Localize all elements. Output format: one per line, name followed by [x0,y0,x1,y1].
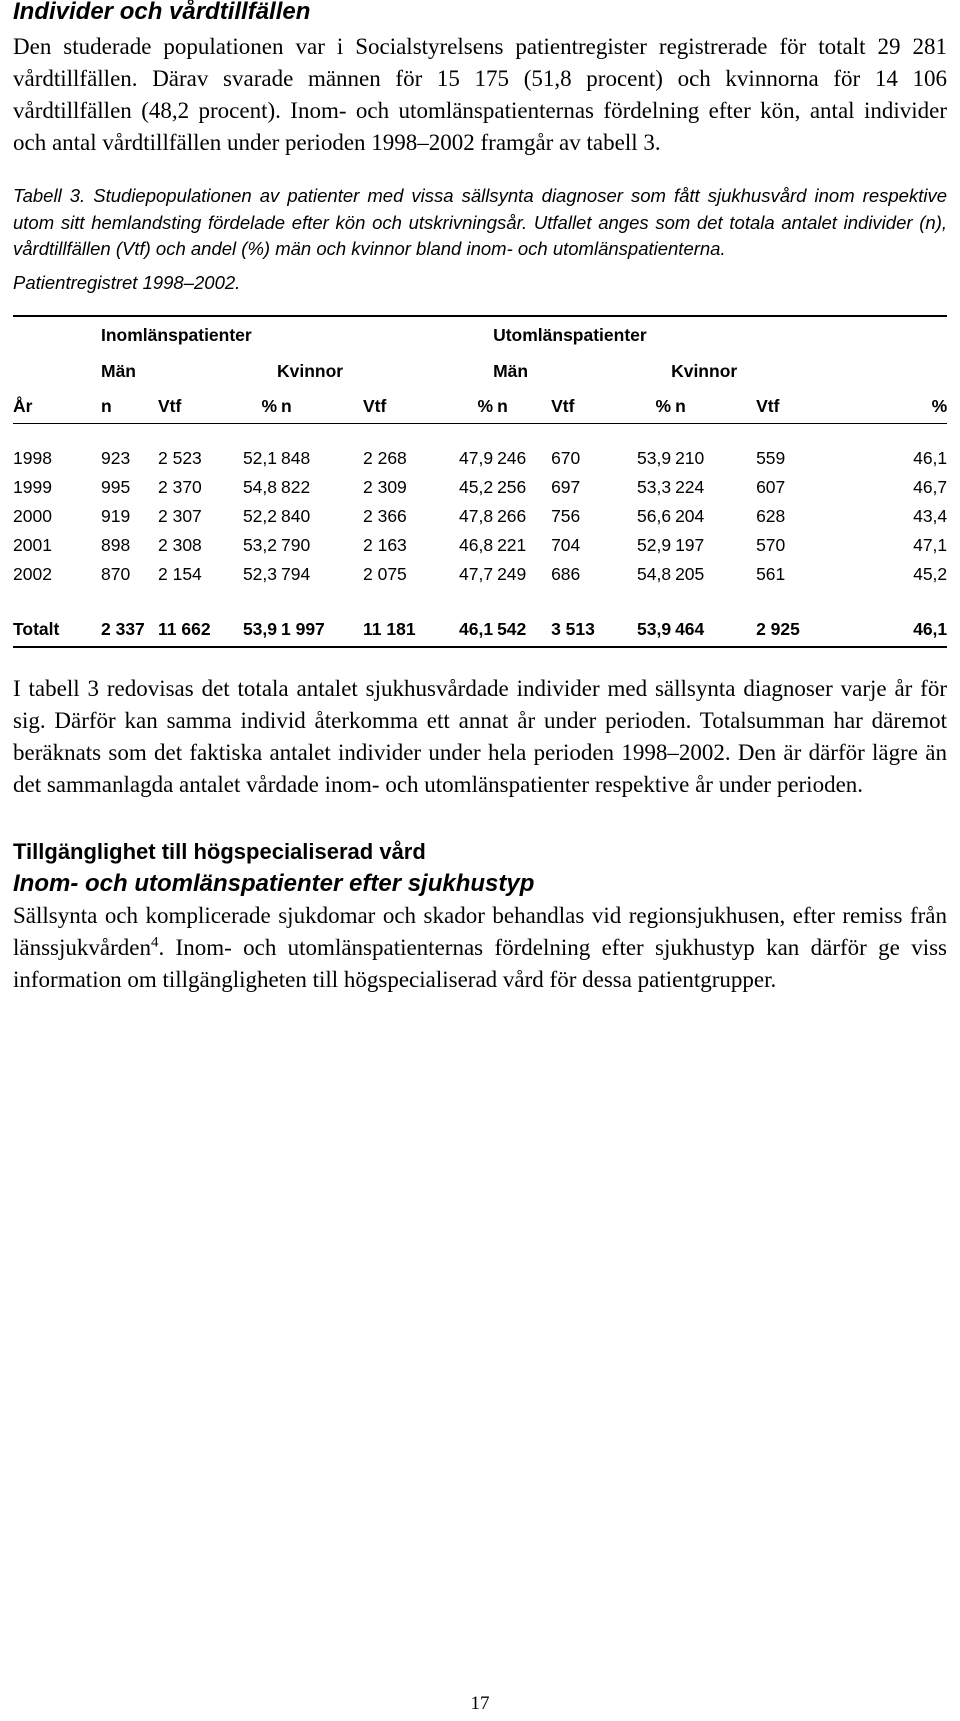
table-cell: 53,3 [637,476,672,497]
table-cell: 2 268 [363,447,407,468]
col-header-pct: % [226,390,277,424]
utom-kvinnor-header: Kvinnor [671,361,738,381]
table-cell: 2 307 [158,505,202,526]
table-cell: 2 366 [363,505,407,526]
utom-header: Utomlänspatienter [493,316,947,354]
table-caption-lead: Tabell 3. [13,185,86,206]
paragraph-text: . Inom- och utomlänspatienternas fördelning efter sjukhustyp kan därför ge viss information om tillgängligheten till högspecialiserad vård för dessa patientgrupper. [13,934,947,992]
row-label-cell: 1998 [13,447,52,468]
table-caption-text: Studiepopulationen av patienter med vissa sällsynta diagnoser som fått sjukhusvård inom respektive utom sitt hemlandsting fördelade efter kön och utskrivningsår. Utfallet anges som det totala antalet individer (n), vårdtillfällen (Vtf) och andel (%) män och kvinnor bland inom- och utomlänspatienterna. [13,185,947,259]
table-cell: 995 [101,476,131,497]
table-cell: 221 [497,534,527,555]
table-cell: 923 [101,447,131,468]
col-header-n: n [671,390,756,424]
table-cell: 45,2 [459,476,494,497]
table-cell: 47,1 [913,534,948,555]
table-cell: 2 154 [158,563,202,584]
group-header-row [13,316,947,354]
table-cell: 56,6 [637,505,672,526]
table-cell: 464 [671,613,756,647]
table-cell: 870 [101,563,131,584]
table-cell: 2 075 [363,563,407,584]
table-cell: 205 [675,563,705,584]
table-cell: 266 [497,505,527,526]
col-header-vtf: Vtf [158,390,226,424]
table-cell: 11 662 [158,613,226,647]
section-heading: Individer och vårdtillfällen [13,0,311,25]
table-cell: 790 [281,534,311,555]
table-cell: 52,3 [242,563,277,584]
row-label-cell: 2001 [13,534,52,555]
table-row [13,502,947,531]
document-page [13,0,947,996]
table-row [13,444,947,473]
table-cell: 54,8 [242,476,277,497]
page-number: 17 [470,1693,490,1714]
table-cell: 256 [497,476,527,497]
table-row [13,473,947,502]
table-cell: 204 [675,505,705,526]
table-cell: 45,2 [913,563,948,584]
table-cell: 3 513 [551,613,617,647]
table-cell: 794 [281,563,311,584]
table-cell: 46,1 [913,447,948,468]
table-cell: 2 337 [101,613,158,647]
table-cell: 46,8 [459,534,494,555]
table-cell: 898 [101,534,131,555]
table-cell: 1 997 [277,613,363,647]
col-header-vtf: Vtf [551,390,617,424]
table-cell: 224 [675,476,705,497]
section-subheading: Inom- och utomlänspatienter efter sjukhustyp [13,869,535,897]
table-cell: 607 [756,476,786,497]
data-table [13,315,947,648]
table-source: Patientregistret 1998–2002. [13,271,241,293]
utom-man-header: Män [493,361,529,381]
col-header-n: n [493,390,551,424]
table-row [13,531,947,560]
inom-kvinnor-header: Kvinnor [277,361,344,381]
col-header-pct: % [447,390,493,424]
row-label-cell: 2002 [13,563,52,584]
table-cell: 822 [281,476,311,497]
table-row [13,560,947,589]
table-cell: 46,1 [835,613,947,647]
table-cell: 919 [101,505,131,526]
table-cell: 53,9 [226,613,277,647]
table-cell: 54,8 [637,563,672,584]
table-cell: 561 [756,563,786,584]
col-header-vtf: Vtf [756,390,835,424]
col-header-vtf: Vtf [363,390,447,424]
table-cell: 53,9 [617,613,671,647]
table-cell: 840 [281,505,311,526]
col-header-n: n [101,390,158,424]
table-cell: 11 181 [363,613,447,647]
table-cell: 53,2 [242,534,277,555]
table-cell: 559 [756,447,786,468]
table-cell: 43,4 [913,505,948,526]
table-cell: 46,1 [447,613,493,647]
table-cell: 2 308 [158,534,202,555]
table-cell: 2 309 [363,476,407,497]
table-cell: 47,9 [459,447,494,468]
inom-header: Inomlänspatienter [101,316,493,354]
table-cell: 628 [756,505,786,526]
table-cell: 52,2 [242,505,277,526]
table-cell: 697 [551,476,581,497]
table-cell: 47,7 [459,563,494,584]
table-cell: 756 [551,505,581,526]
table-cell: 686 [551,563,581,584]
table-cell: 2 925 [756,613,835,647]
table-cell: 704 [551,534,581,555]
section-heading: Tillgänglighet till högspecialiserad vård [13,838,426,864]
row-label-cell: Totalt [13,613,101,647]
table-cell: 246 [497,447,527,468]
total-row [13,613,947,647]
body-paragraph: I tabell 3 redovisas det totala antalet sjukhusvårdade individer med sällsynta diagnoser varje år för sig. Därför kan samma individ återkomma ett annat år under perioden. Totalsumman har däremot beräknats som det faktiska antalet individer under hela perioden 1998–2002. Den är därför lägre än det sammanlagda antalet vårdade inom- och utomlänspatienter respektive år under perioden. [13,675,947,797]
table-cell: 249 [497,563,527,584]
table-cell: 53,9 [637,447,672,468]
paragraph-text: Sällsynta och komplicerade sjukdomar och skador behandlas vid regionsjukhusen, efter remiss från länssjukvården [13,902,947,960]
sex-header-row [13,354,947,390]
table-cell: 2 370 [158,476,202,497]
intro-paragraph: Den studerade populationen var i Socialstyrelsens patientregister registrerade för totalt 29 281 vårdtillfällen. Därav svarade männen för 15 175 (51,8 procent) och kvinnorna för 14 106 vårdtillfällen (48,2 procent). Inom- och utomlänspatienternas fördelning efter kön, antal individer och antal vårdtillfällen under perioden 1998–2002 framgår av tabell 3. [13,34,947,155]
body-paragraph [13,900,947,996]
col-header-pct: % [835,390,947,424]
table-body [13,444,947,589]
table-cell: 197 [675,534,705,555]
table-cell: 46,7 [913,476,948,497]
table-cell: 542 [493,613,551,647]
col-header-year: År [13,390,101,424]
col-header-n: n [277,390,363,424]
table-cell: 210 [675,447,705,468]
row-label-cell: 1999 [13,476,52,497]
table-cell: 2 523 [158,447,202,468]
footnote-reference[interactable]: 4 [150,933,159,950]
table-cell: 570 [756,534,786,555]
table-cell: 2 163 [363,534,407,555]
inom-man-header: Män [101,361,136,381]
row-label-cell: 2000 [13,505,52,526]
table-cell: 848 [281,447,311,468]
table-cell: 52,1 [242,447,277,468]
table-caption [13,183,947,263]
table-cell: 52,9 [637,534,672,555]
column-header-row [13,390,947,424]
col-header-pct: % [617,390,671,424]
table-cell: 670 [551,447,581,468]
table-cell: 47,8 [459,505,494,526]
